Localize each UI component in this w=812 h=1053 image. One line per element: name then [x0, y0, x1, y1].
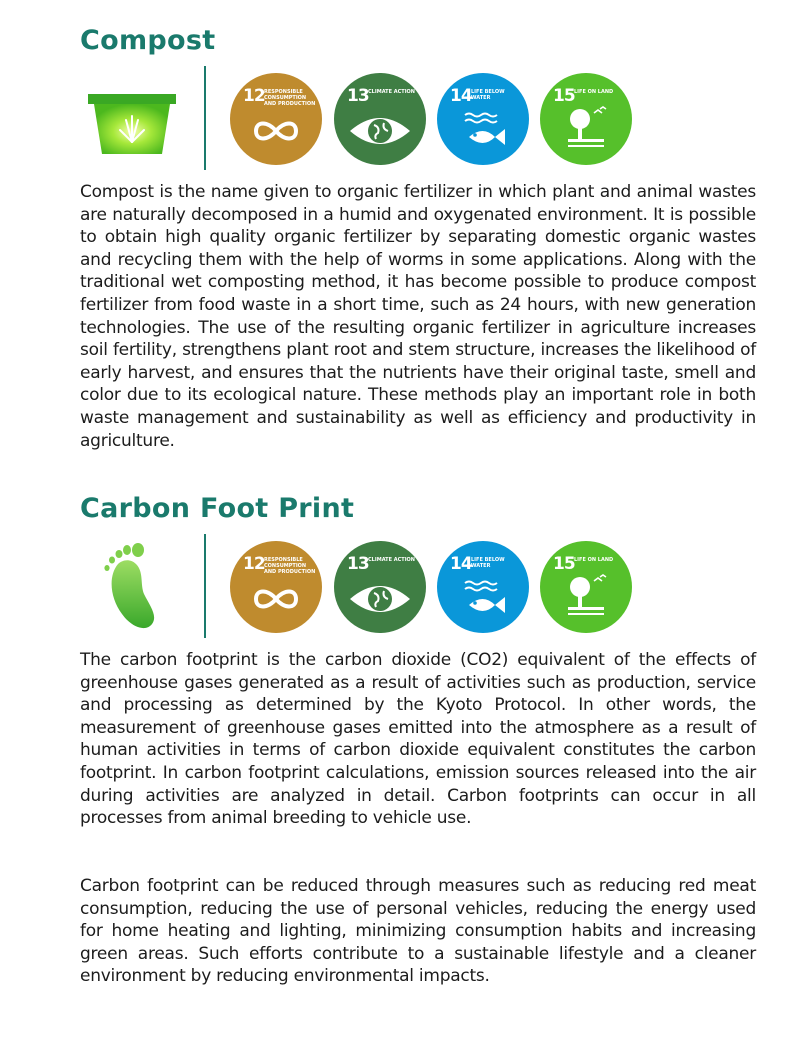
- compost-icon-row: [80, 66, 756, 176]
- fish-icon: [437, 73, 529, 165]
- sdg-15-badge: [540, 73, 632, 165]
- sdg-label: CLIMATE ACTION: [368, 557, 415, 563]
- sdg-number: 14: [450, 554, 472, 574]
- carbon-section: [80, 492, 756, 987]
- sdg-number: 12: [243, 554, 265, 574]
- sdg-12-badge: [230, 73, 322, 165]
- sdg-14-badge: [437, 73, 529, 165]
- carbon-paragraph-2: Carbon footprint can be reduced through measures such as reducing red meat consumption, reducing the use of personal vehicles, reducing the energy used for home heating and lighting, minimizing consumption habits and increasing green areas. Such efforts contribute to a sustainable lifestyle and a cleaner environment by reducing environmental impacts.: [80, 876, 756, 987]
- carbon-icon-row: [80, 534, 756, 644]
- sdg-number: 15: [553, 86, 575, 106]
- tree-icon: [540, 73, 632, 165]
- carbon-paragraph-1: The carbon footprint is the carbon dioxide (CO2) equivalent of the effects of greenhouse gases generated as a result of activities such as production, service and processing as determined by the Kyoto Protocol. In other words, the measurement of greenhouse gases emitted into the atmosphere as a result of human activities in terms of carbon dioxide equivalent constitutes the carbon footprint. In carbon footprint calculations, emission sources released into the air during activities are analyzed in detail. Carbon footprints can occur in all processes from animal breeding to vehicle use.: [80, 650, 756, 829]
- sdg-12-badge: [230, 541, 322, 633]
- sdg-label: RESPONSIBLE CONSUMPTION AND PRODUCTION: [264, 89, 316, 107]
- sdg-label: LIFE BELOW WATER: [471, 89, 505, 101]
- sdg-label: LIFE ON LAND: [574, 557, 614, 563]
- compost-heading: Compost: [80, 25, 216, 56]
- footprint-icon: [98, 536, 168, 636]
- sdg-label: LIFE BELOW WATER: [471, 557, 505, 569]
- compost-bin-icon: [86, 92, 178, 162]
- compost-divider: [204, 66, 206, 170]
- carbon-heading: Carbon Foot Print: [80, 493, 355, 524]
- eye-globe-icon: [334, 73, 426, 165]
- sdg-number: 12: [243, 86, 265, 106]
- sdg-number: 13: [347, 86, 369, 106]
- eye-globe-icon: [334, 541, 426, 633]
- sdg-label: LIFE ON LAND: [574, 89, 614, 95]
- sdg-number: 13: [347, 554, 369, 574]
- compost-section: [80, 24, 756, 451]
- carbon-divider: [204, 534, 206, 638]
- sdg-14-badge: [437, 541, 529, 633]
- sdg-label: CLIMATE ACTION: [368, 89, 415, 95]
- infinity-icon: [230, 541, 322, 633]
- fish-icon: [437, 541, 529, 633]
- sdg-number: 15: [553, 554, 575, 574]
- sdg-label: RESPONSIBLE CONSUMPTION AND PRODUCTION: [264, 557, 316, 575]
- infinity-icon: [230, 73, 322, 165]
- sdg-number: 14: [450, 86, 472, 106]
- tree-icon: [540, 541, 632, 633]
- compost-paragraph: Compost is the name given to organic fertilizer in which plant and animal wastes are naturally decomposed in a humid and oxygenated environment. It is possible to obtain high quality organic fertilizer by separating domestic organic wastes and recycling them with the help of worms in some applications. Along with the traditional wet composting method, it has become possible to produce compost fertilizer from food waste in a short time, such as 24 hours, with new generation technologies. The use of the resulting organic fertilizer in agriculture increases soil fertility, strengthens plant root and stem structure, increases the likelihood of early harvest, and ensures that the nutrients have their original taste, smell and color due to its ecological nature. These methods play an important role in both waste management and sustainability as well as efficiency and productivity in agriculture.: [80, 182, 756, 451]
- sdg-13-badge: [334, 73, 426, 165]
- sdg-13-badge: [334, 541, 426, 633]
- sdg-15-badge: [540, 541, 632, 633]
